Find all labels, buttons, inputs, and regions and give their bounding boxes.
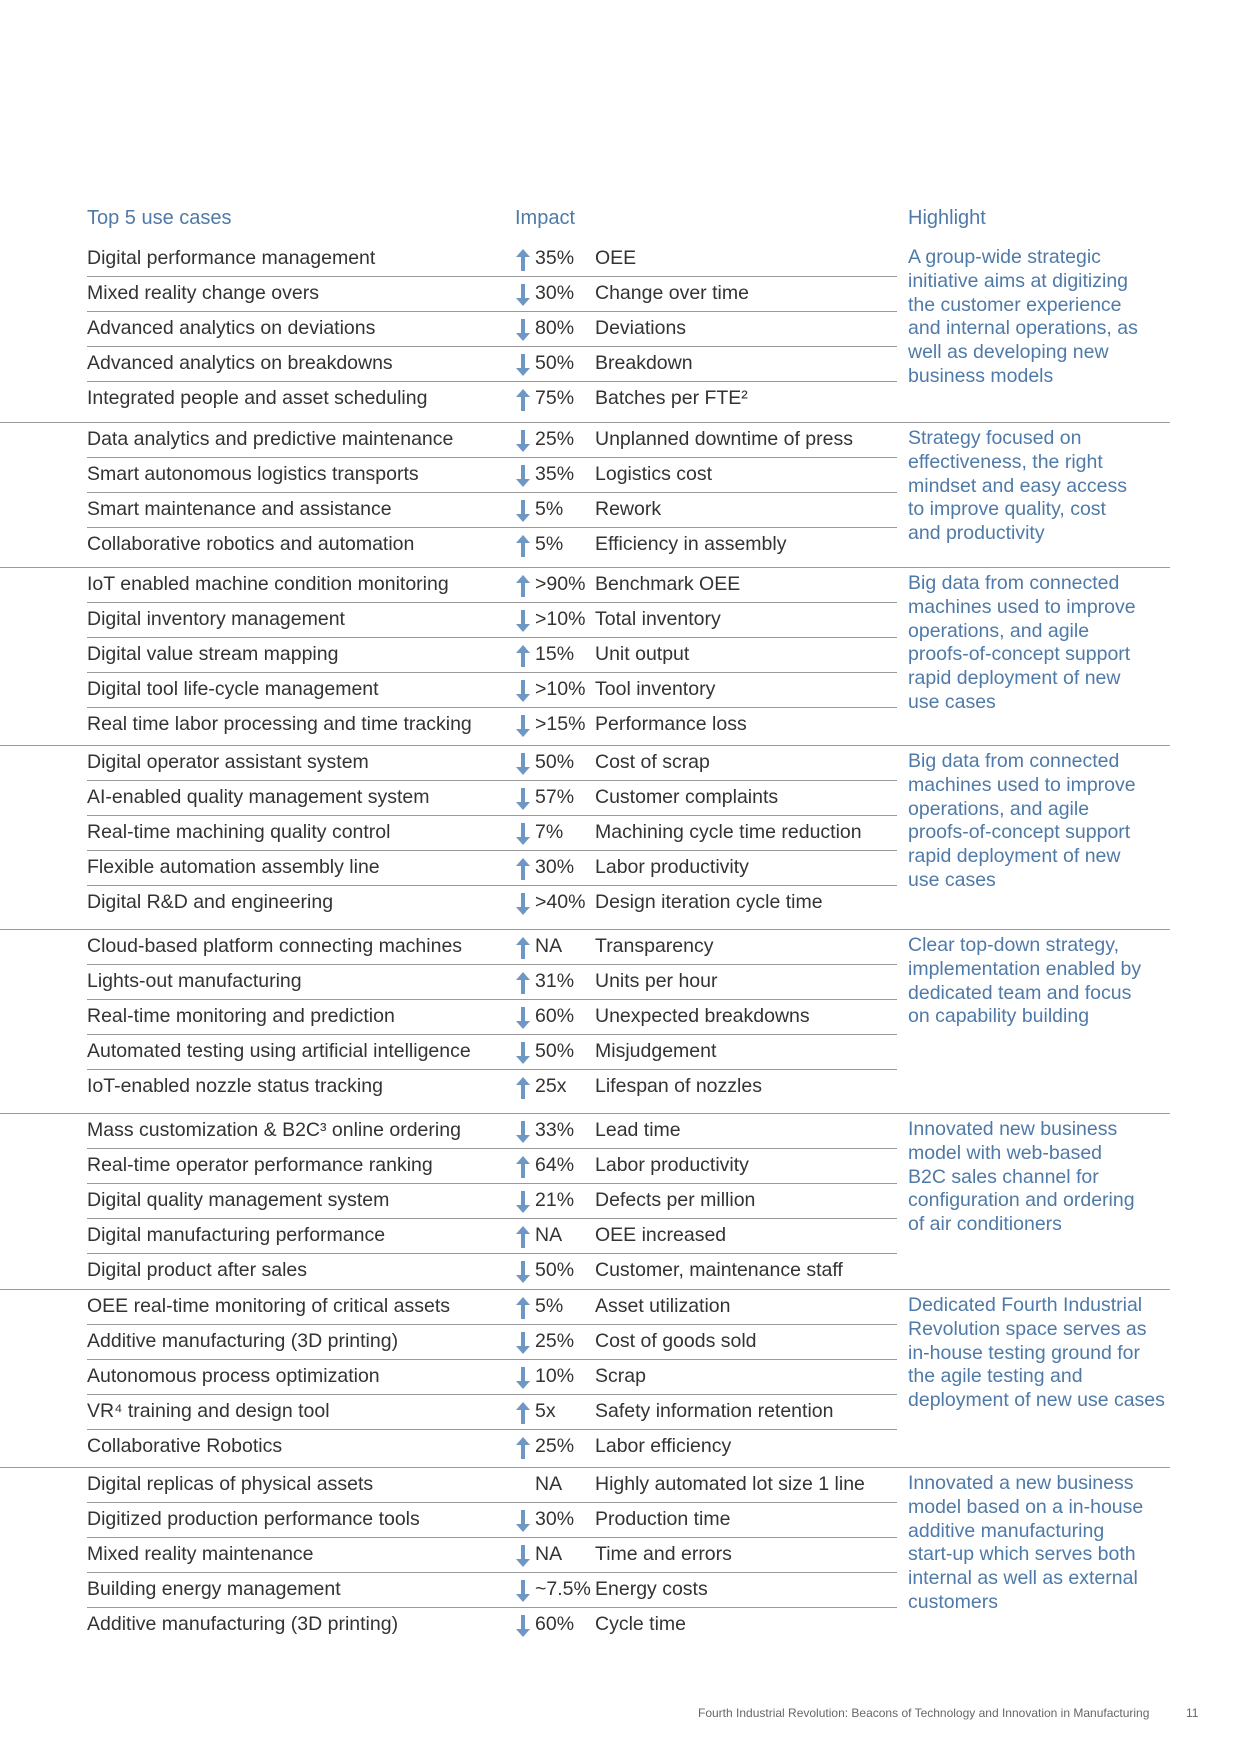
table-row xyxy=(87,816,897,851)
impact-value: NA xyxy=(535,935,563,957)
impact-metric: Asset utilization xyxy=(595,1295,731,1317)
arrow-up-icon xyxy=(515,936,531,960)
impact-value: >15% xyxy=(535,713,586,735)
header-impact: Impact xyxy=(515,207,576,229)
table-row xyxy=(87,382,897,417)
table-row xyxy=(87,746,897,781)
table-row xyxy=(87,277,897,312)
table-row xyxy=(87,1070,897,1105)
impact-value: NA xyxy=(535,1473,563,1495)
use-case-label: IoT enabled machine condition monitoring xyxy=(87,573,449,595)
arrow-down-icon xyxy=(515,822,531,846)
highlight-text: Innovated new business model with web-based B2C sales channel for configuration and ordering of air conditioners xyxy=(908,1118,1135,1236)
use-case-label: Collaborative Robotics xyxy=(87,1435,283,1457)
impact-metric: OEE xyxy=(595,247,637,269)
group-rows xyxy=(87,242,897,417)
header-use-cases: Top 5 use cases xyxy=(87,207,232,229)
impact-value: NA xyxy=(535,1543,563,1565)
impact-metric: Benchmark OEE xyxy=(595,573,741,595)
arrow-up-icon xyxy=(515,1076,531,1100)
impact-metric: Lead time xyxy=(595,1119,681,1141)
table-row xyxy=(87,781,897,816)
impact-value: 25% xyxy=(535,428,575,450)
arrow-down-icon xyxy=(515,429,531,453)
arrow-down-icon xyxy=(515,609,531,633)
table-row xyxy=(87,1468,897,1503)
table-row xyxy=(87,568,897,603)
arrow-up-icon xyxy=(515,248,531,272)
impact-metric: Production time xyxy=(595,1508,731,1530)
arrow-down-icon xyxy=(515,1331,531,1355)
use-case-label: Advanced analytics on breakdowns xyxy=(87,352,393,374)
use-case-label: Integrated people and asset scheduling xyxy=(87,387,428,409)
arrow-down-icon xyxy=(515,1579,531,1603)
arrow-down-icon xyxy=(515,283,531,307)
arrow-down-icon xyxy=(515,464,531,488)
use-case-group xyxy=(0,422,1170,555)
impact-value: 60% xyxy=(535,1005,575,1027)
use-case-label: Real-time monitoring and prediction xyxy=(87,1005,395,1027)
impact-value: 7% xyxy=(535,821,564,843)
table-row xyxy=(87,1184,897,1219)
table-row xyxy=(87,1503,897,1538)
use-case-label: Real time labor processing and time tracking xyxy=(87,713,472,735)
group-rows xyxy=(87,746,897,921)
use-case-label: Digital performance management xyxy=(87,247,376,269)
highlight-text: Innovated a new business model based on a in-house additive manufacturing start-up which serves both internal as well as external customers xyxy=(908,1472,1144,1613)
impact-value: ~7.5% xyxy=(535,1578,591,1600)
use-case-group xyxy=(0,1113,1170,1281)
use-case-label: Automated testing using artificial intelligence xyxy=(87,1040,471,1062)
footer-title: Fourth Industrial Revolution: Beacons of Technology and Innovation in Manufacturing xyxy=(698,1706,1150,1720)
table-row xyxy=(87,347,897,382)
use-case-label: Additive manufacturing (3D printing) xyxy=(87,1613,399,1635)
impact-metric: Safety information retention xyxy=(595,1400,834,1422)
impact-metric: Misjudgement xyxy=(595,1040,717,1062)
impact-metric: Deviations xyxy=(595,317,687,339)
arrow-down-icon xyxy=(515,787,531,811)
impact-value: NA xyxy=(535,1224,563,1246)
impact-value: 31% xyxy=(535,970,575,992)
arrow-down-icon xyxy=(515,1366,531,1390)
impact-value: 57% xyxy=(535,786,575,808)
table-row xyxy=(87,1035,897,1070)
table-row xyxy=(87,930,897,965)
impact-value: 50% xyxy=(535,352,575,374)
impact-value: 50% xyxy=(535,1259,575,1281)
table-row xyxy=(87,1000,897,1035)
impact-metric: Batches per FTE² xyxy=(595,387,748,409)
impact-value: 21% xyxy=(535,1189,575,1211)
use-case-label: AI-enabled quality management system xyxy=(87,786,430,808)
impact-metric: Cycle time xyxy=(595,1613,687,1635)
arrow-down-icon xyxy=(515,353,531,377)
impact-value: 30% xyxy=(535,856,575,878)
arrow-down-icon xyxy=(515,499,531,523)
impact-value: >10% xyxy=(535,608,586,630)
impact-metric: Tool inventory xyxy=(595,678,716,700)
table-row xyxy=(87,242,897,277)
arrow-down-icon xyxy=(515,1260,531,1284)
table-row xyxy=(87,1538,897,1573)
use-case-label: Additive manufacturing (3D printing) xyxy=(87,1330,399,1352)
impact-value: 25% xyxy=(535,1435,575,1457)
use-case-label: Cloud-based platform connecting machines xyxy=(87,935,463,957)
impact-metric: Transparency xyxy=(595,935,714,957)
use-case-label: Digitized production performance tools xyxy=(87,1508,420,1530)
impact-metric: Labor productivity xyxy=(595,856,749,878)
arrow-down-icon xyxy=(515,892,531,916)
impact-metric: Unit output xyxy=(595,643,690,665)
arrow-up-icon xyxy=(515,971,531,995)
use-case-label: Building energy management xyxy=(87,1578,341,1600)
highlight-text: A group-wide strategic initiative aims at digitizing the customer experience and internal operations, as well as developing new business models xyxy=(908,246,1138,387)
use-case-label: Real-time operator performance ranking xyxy=(87,1154,433,1176)
arrow-up-icon xyxy=(515,388,531,412)
impact-metric: Lifespan of nozzles xyxy=(595,1075,762,1097)
impact-metric: Defects per million xyxy=(595,1189,756,1211)
impact-value: >10% xyxy=(535,678,586,700)
use-case-label: Mass customization & B2C³ online ordering xyxy=(87,1119,461,1141)
impact-metric: Breakdown xyxy=(595,352,693,374)
impact-metric: Energy costs xyxy=(595,1578,708,1600)
arrow-down-icon xyxy=(515,1120,531,1144)
impact-value: 5% xyxy=(535,1295,564,1317)
use-case-label: OEE real-time monitoring of critical assets xyxy=(87,1295,451,1317)
impact-metric: Time and errors xyxy=(595,1543,732,1565)
group-rows xyxy=(87,423,897,563)
use-case-label: Data analytics and predictive maintenance xyxy=(87,428,454,450)
impact-metric: Performance loss xyxy=(595,713,747,735)
impact-value: 10% xyxy=(535,1365,575,1387)
group-rows xyxy=(87,1468,897,1643)
use-case-label: Mixed reality change overs xyxy=(87,282,319,304)
table-row xyxy=(87,528,897,563)
arrow-up-icon xyxy=(515,1401,531,1425)
impact-metric: Highly automated lot size 1 line xyxy=(595,1473,865,1495)
use-case-label: Digital R&D and engineering xyxy=(87,891,334,913)
use-case-label: Digital quality management system xyxy=(87,1189,390,1211)
use-case-label: Advanced analytics on deviations xyxy=(87,317,376,339)
use-case-group xyxy=(0,1289,1170,1457)
table-row xyxy=(87,1149,897,1184)
impact-metric: Customer, maintenance staff xyxy=(595,1259,843,1281)
impact-metric: Machining cycle time reduction xyxy=(595,821,862,843)
highlight-text: Big data from connected machines used to improve operations, and agile proofs-of-concept support rapid deployment of new use cases xyxy=(908,572,1136,713)
use-case-label: Digital manufacturing performance xyxy=(87,1224,386,1246)
table-row xyxy=(87,458,897,493)
use-case-group xyxy=(0,567,1170,735)
use-case-label: Lights-out manufacturing xyxy=(87,970,302,992)
impact-metric: Labor productivity xyxy=(595,1154,749,1176)
highlight-text: Dedicated Fourth Industrial Revolution space serves as in-house testing ground for the agile testing and deployment of new use cases xyxy=(908,1294,1165,1412)
impact-value: 15% xyxy=(535,643,575,665)
use-case-label: Autonomous process optimization xyxy=(87,1365,380,1387)
table-row xyxy=(87,493,897,528)
impact-value: >90% xyxy=(535,573,586,595)
arrow-up-icon xyxy=(515,1155,531,1179)
impact-value: 25% xyxy=(535,1330,575,1352)
arrow-down-icon xyxy=(515,318,531,342)
arrow-up-icon xyxy=(515,857,531,881)
use-case-group xyxy=(0,929,1170,1097)
table-row xyxy=(87,851,897,886)
table-row xyxy=(87,1395,897,1430)
arrow-down-icon xyxy=(515,1509,531,1533)
use-case-label: Digital tool life-cycle management xyxy=(87,678,379,700)
impact-value: 35% xyxy=(535,463,575,485)
table-row xyxy=(87,965,897,1000)
page-number: 11 xyxy=(1186,1706,1199,1720)
use-case-label: Digital replicas of physical assets xyxy=(87,1473,374,1495)
impact-value: 5% xyxy=(535,498,564,520)
impact-metric: Units per hour xyxy=(595,970,718,992)
arrow-down-icon xyxy=(515,1041,531,1065)
use-case-group xyxy=(0,745,1170,913)
impact-metric: Unexpected breakdowns xyxy=(595,1005,810,1027)
table-row xyxy=(87,1290,897,1325)
impact-metric: Customer complaints xyxy=(595,786,779,808)
table-row xyxy=(87,603,897,638)
use-case-label: Digital operator assistant system xyxy=(87,751,369,773)
arrow-up-icon xyxy=(515,644,531,668)
impact-metric: Rework xyxy=(595,498,662,520)
table-row xyxy=(87,423,897,458)
impact-metric: Change over time xyxy=(595,282,749,304)
table-row xyxy=(87,312,897,347)
arrow-up-icon xyxy=(515,534,531,558)
impact-metric: Logistics cost xyxy=(595,463,713,485)
impact-value: 5% xyxy=(535,533,564,555)
arrow-up-icon xyxy=(515,574,531,598)
impact-metric: Cost of scrap xyxy=(595,751,710,773)
arrow-up-icon xyxy=(515,1225,531,1249)
impact-metric: Design iteration cycle time xyxy=(595,891,823,913)
impact-value: 30% xyxy=(535,1508,575,1530)
arrow-down-icon xyxy=(515,714,531,738)
use-case-label: Smart maintenance and assistance xyxy=(87,498,392,520)
table-row xyxy=(87,638,897,673)
arrow-down-icon xyxy=(515,1006,531,1030)
impact-value: 33% xyxy=(535,1119,575,1141)
use-case-label: Digital value stream mapping xyxy=(87,643,339,665)
impact-value: 60% xyxy=(535,1613,575,1635)
impact-value: 75% xyxy=(535,387,575,409)
impact-metric: Cost of goods sold xyxy=(595,1330,757,1352)
impact-value: 80% xyxy=(535,317,575,339)
use-case-label: Mixed reality maintenance xyxy=(87,1543,314,1565)
arrow-up-icon xyxy=(515,1296,531,1320)
arrow-down-icon xyxy=(515,679,531,703)
header-highlight: Highlight xyxy=(908,207,986,229)
use-case-label: Digital product after sales xyxy=(87,1259,308,1281)
impact-value: >40% xyxy=(535,891,586,913)
table-row xyxy=(87,1573,897,1608)
impact-metric: Scrap xyxy=(595,1365,646,1387)
impact-metric: Efficiency in assembly xyxy=(595,533,787,555)
arrow-down-icon xyxy=(515,1614,531,1638)
use-case-label: Digital inventory management xyxy=(87,608,345,630)
group-rows xyxy=(87,1114,897,1289)
impact-metric: Labor efficiency xyxy=(595,1435,732,1457)
arrow-down-icon xyxy=(515,1190,531,1214)
impact-metric: Unplanned downtime of press xyxy=(595,428,853,450)
arrow-down-icon xyxy=(515,752,531,776)
impact-value: 35% xyxy=(535,247,575,269)
table-row xyxy=(87,1114,897,1149)
group-rows xyxy=(87,930,897,1105)
highlight-text: Clear top-down strategy, implementation enabled by dedicated team and focus on capability building xyxy=(908,934,1142,1028)
table-row xyxy=(87,673,897,708)
use-case-label: VR⁴ training and design tool xyxy=(87,1400,330,1422)
table-row xyxy=(87,708,897,743)
arrow-up-icon xyxy=(515,1436,531,1460)
impact-metric: OEE increased xyxy=(595,1224,727,1246)
table-row xyxy=(87,1360,897,1395)
group-rows xyxy=(87,1290,897,1465)
table-row xyxy=(87,1608,897,1643)
use-case-label: Flexible automation assembly line xyxy=(87,856,380,878)
use-case-label: Real-time machining quality control xyxy=(87,821,391,843)
arrow-down-icon xyxy=(515,1544,531,1568)
impact-value: 25x xyxy=(535,1075,567,1097)
table-row xyxy=(87,1430,897,1465)
impact-value: 5x xyxy=(535,1400,556,1422)
table-row xyxy=(87,1219,897,1254)
highlight-text: Big data from connected machines used to improve operations, and agile proofs-of-concept support rapid deployment of new use cases xyxy=(908,750,1136,891)
impact-value: 50% xyxy=(535,751,575,773)
table-row xyxy=(87,1254,897,1289)
impact-value: 30% xyxy=(535,282,575,304)
highlight-text: Strategy focused on effectiveness, the right mindset and easy access to improve quality, cost and productivity xyxy=(908,427,1127,545)
use-case-label: Smart autonomous logistics transports xyxy=(87,463,419,485)
use-case-label: Collaborative robotics and automation xyxy=(87,533,415,555)
table-row xyxy=(87,886,897,921)
impact-value: 50% xyxy=(535,1040,575,1062)
impact-metric: Total inventory xyxy=(595,608,721,630)
use-case-group xyxy=(0,1467,1170,1635)
impact-value: 64% xyxy=(535,1154,575,1176)
use-case-label: IoT-enabled nozzle status tracking xyxy=(87,1075,383,1097)
group-rows xyxy=(87,568,897,743)
table-row xyxy=(87,1325,897,1360)
